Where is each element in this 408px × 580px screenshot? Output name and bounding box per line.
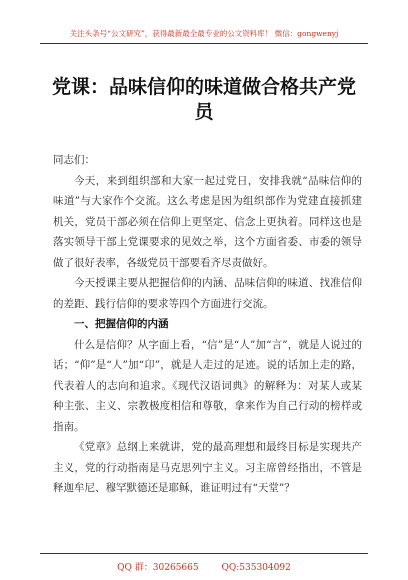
section-paragraph: 什么是信仰？从字面上看，“信”是“人”加“言”，就是人说过的话；“仰”是“人”加“卬”，就是人走过的足迹。说的话加上走的路，代表着人的志向和追求。《现代汉语词典》的解释为：对某人或某种主张、主义、宗教极度相信和尊敬，拿来作为自己行动的榜样或指南。 [53,338,362,433]
greeting: 同志们： [53,154,95,166]
footer-divider [40,553,368,554]
body-paragraph: 今天授课主要从把握信仰的内涵、品味信仰的味道、找准信仰的差距、践行信仰的要求等四个方面进行交流。 [53,277,362,310]
footer-qq-group: QQ 群：30265665 [117,563,199,573]
section-paragraph: 《党章》总纲上来就讲，党的最高理想和最终目标是实现共产主义，党的行动指南是马克思列宁主义。习主席曾经指出，不管是释迦牟尼、穆罕默德还是耶稣，谁证明过有“天堂”？ [53,441,362,494]
section-heading: 一、把握信仰的内涵 [74,318,169,330]
document-body [53,150,362,499]
body-paragraph: 今天，来到组织部和大家一起过党日，安排我就“品味信仰的味道”与大家作个交流。这么考虑是因为组织部作为党建直接抓建机关，党员干部必须在信仰上更坚定、信念上更执着。同样这也是落实领导干部上党课要求的见效之举，这个方面省委、市委的领导做了很好表率，各级党员干部要看齐尽责做好。 [53,174,362,269]
footer-qq: QQ:535304092 [221,563,291,573]
header-note: 关注头条号“公文研究”，获得最新最全最专业的公文资料库！ 微信：gongwenyj [69,29,339,38]
header-divider [40,43,368,44]
footer-contact [40,560,368,573]
document-title: 党课：品味信仰的味道做合格共产党员 [52,76,357,123]
